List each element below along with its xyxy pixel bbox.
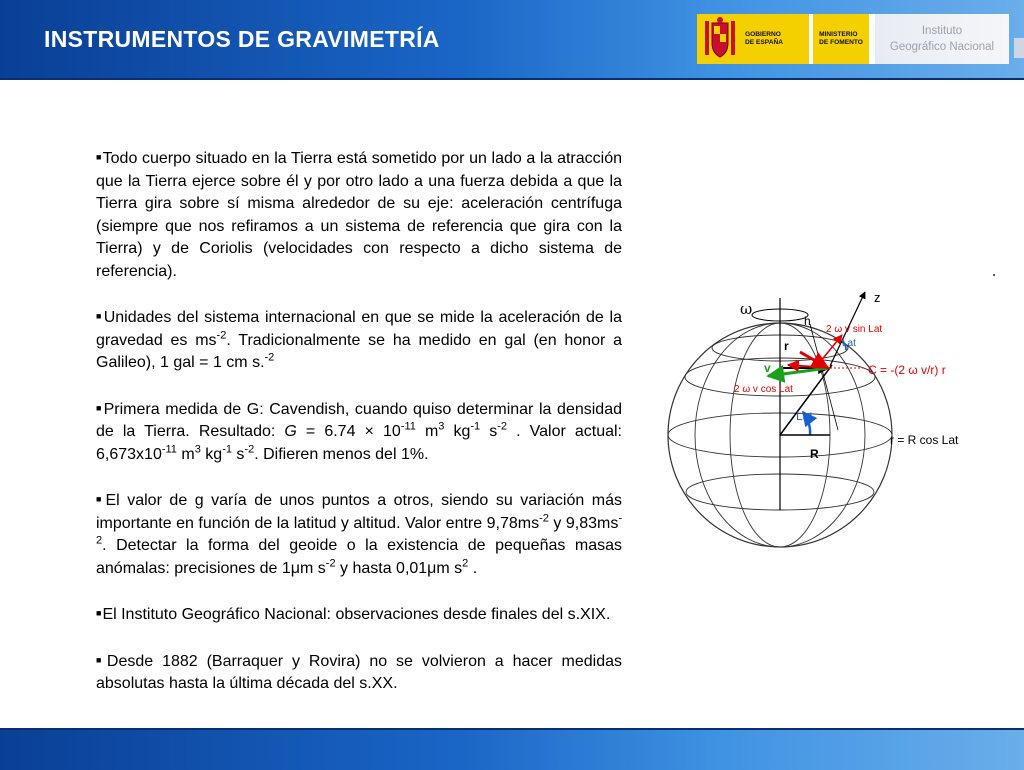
bullet-icon: ■ (96, 311, 103, 321)
h-label: h (804, 314, 811, 328)
ministerio-logo (813, 14, 869, 64)
logo-strip (697, 14, 1009, 64)
radius-vector (780, 365, 832, 435)
paragraph-g-variation: ■El valor de g varía de unos puntos a otros, siendo su variación más importante en función de la latitud y altitud. Valor entre $9,78ms^{-2}$ y $9,83ms^{-2}$. Detectar la forma del geoide o la existencia de pequeñas masas anómalas: precisiones de 1μm $s^{-2}$ y hasta 0,01μm $s^2$ . (96, 492, 622, 577)
coriolis-label: C = -(2 ω v/r) r (868, 363, 946, 377)
z-label: z (874, 290, 881, 305)
ign-text-line1: Instituto (921, 25, 963, 37)
ministerio-text-line1: MINISTERIO (819, 31, 858, 38)
bullet-icon: ■ (96, 152, 102, 162)
bullet-icon: ■ (96, 494, 105, 504)
slide-body (96, 146, 622, 718)
paragraph-units: ■Unidades del sistema internacional en que se mide la aceleración de la gravedad es $ms^{-2}$. Tradicionalmente se ha medido en gal (en honor a Galileo), 1 gal = 1 cm s.$^{-2}$ (96, 309, 623, 371)
gobierno-text-line2: DE ESPAÑA (745, 39, 783, 46)
ign-text-line2: Geográfico Nacional (889, 41, 995, 53)
slide-title: INSTRUMENTOS DE GRAVIMETRÍA (44, 26, 440, 52)
radius-formula-label: r = R cos Lat (890, 433, 959, 447)
sin-label: 2 ω v sin Lat (826, 324, 883, 335)
paragraph-history: ■Desde 1882 (Barraquer y Rovira) no se volvieron a hacer medidas absolutas hasta la última década del s.XX. (96, 652, 622, 692)
coat-of-arms-icon (703, 17, 737, 61)
gobierno-text-line1: GOBIERNO (745, 31, 781, 38)
bullet-icon: ■ (96, 402, 103, 413)
paragraph-ign: ■El Instituto Geográfico Nacional: observaciones desde finales del s.XIX. (96, 606, 611, 623)
header-bar (0, 0, 1024, 80)
r-small-label: r (784, 339, 789, 353)
paragraph-cavendish: ■Primera medida de G: Cavendish, cuando quiso determinar la densidad de la Tierra. Resultado: $G = 6.74 \times 10^{-11}$ $m^3$ $kg^{-1}$ $s^{-2}$ . Valor actual: $6,673x10^{-11}$ $m^3$ $kg^{-1}$ $s^{-2}$. Difieren menos del 1%. (96, 400, 623, 463)
header-edge-mark (1014, 38, 1024, 58)
lat-small-label: Lat (842, 338, 856, 349)
v-label: v (764, 361, 771, 375)
lat-center-label: Lat (796, 409, 813, 423)
ign-logo (875, 14, 1009, 64)
gobierno-logo (697, 14, 809, 64)
cos-label: 2 ω v cos Lat (734, 384, 793, 395)
ministerio-text-line2: DE FOMENTO (819, 39, 863, 46)
bullet-icon: ■ (96, 654, 106, 665)
earth-radius-label: R (810, 447, 819, 461)
paragraph-forces: ■Todo cuerpo situado en la Tierra está sometido por un lado a la atracción que la Tierra ejerce sobre él y por otro lado a una fuerza debida a que la Tierra gira sobre sí misma alrededor de su eje: aceleración centrífuga (siempre que nos refiramos a un sistema de referencia que gira con la Tierra) y de Coriolis (velocidades con respecto a dicho sistema de referencia). (96, 150, 622, 280)
v-vector (768, 368, 828, 376)
stray-dot (993, 274, 995, 276)
coriolis-globe-diagram (660, 280, 990, 570)
bullet-icon: ■ (96, 608, 102, 618)
omega-label: ω (740, 300, 753, 318)
footer-bar (0, 728, 1024, 770)
